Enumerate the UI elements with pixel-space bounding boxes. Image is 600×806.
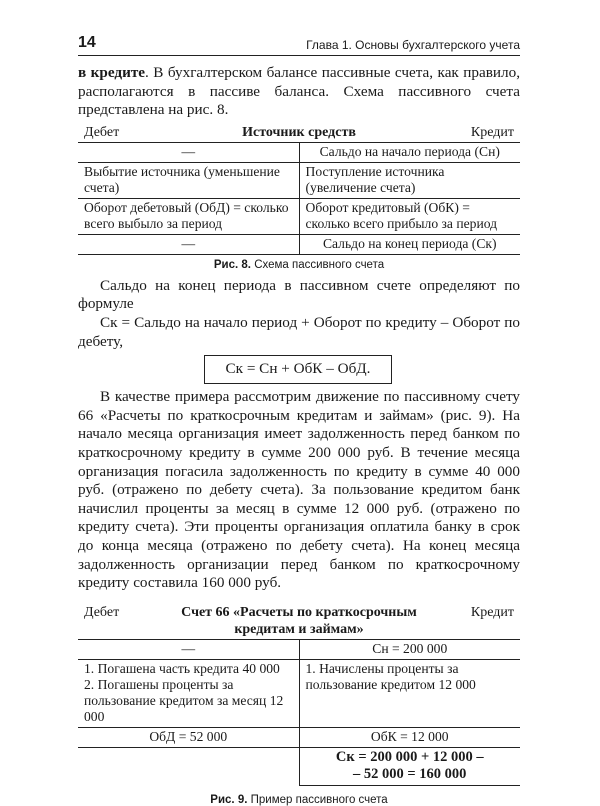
- fig9-cell: [78, 747, 299, 785]
- fig9-title-line: кредитам и займам»: [234, 621, 364, 637]
- table-row: [78, 142, 520, 162]
- fig8-cell: Сальдо на начало периода (Сн): [299, 142, 520, 162]
- formula-box: Ск = Сн + ОбК – ОбД.: [204, 355, 392, 384]
- table-row: [78, 162, 520, 198]
- fig9-cell: [299, 747, 520, 785]
- page-number: 14: [78, 34, 96, 51]
- book-page: [78, 30, 520, 806]
- fig8-caption-text: Схема пассивного счета: [251, 258, 385, 271]
- fig9-caption-text: Пример пассивного счета: [247, 793, 388, 806]
- intro-bold-term: в кредите: [78, 64, 146, 81]
- fig8-debit-label: Дебет: [84, 124, 120, 140]
- fig9-account-table: [78, 639, 520, 786]
- figure-9: [78, 603, 520, 806]
- paragraph-formula-intro: Сальдо на конец периода в пассивном счете определяют по формуле: [78, 276, 520, 313]
- fig9-title: [158, 604, 440, 638]
- paragraph-formula-words: Ск = Сальдо на начало период + Оборот по кредиту – Оборот по дебету,: [78, 313, 520, 350]
- fig8-caption-number: Рис. 8.: [213, 258, 251, 271]
- fig8-title: Источник средств: [242, 124, 356, 140]
- intro-paragraph: [78, 64, 520, 120]
- fig8-credit-label: Кредит: [470, 124, 514, 140]
- fig8-cell: Сальдо на конец периода (Ск): [299, 234, 520, 254]
- fig9-entry: 1. Погашена часть кредита 40 000: [84, 660, 280, 676]
- page-header: [78, 30, 520, 56]
- fig9-cell: ОбД = 52 000: [78, 727, 299, 747]
- fig9-caption-number: Рис. 9.: [210, 793, 248, 806]
- table-row: [78, 727, 520, 747]
- paragraph-example: В качестве примера рассмотрим движение по пассивному счету 66 «Расчеты по краткосрочным кредитам и займам» (рис. 9). На начало месяца организация имеет задолженность перед банком по краткосрочному кредиту в сумме 200 000 руб. В течение месяца организация погасила задолженность по кредиту в сумме 40 000 руб. (отражено по дебету счета). За пользование кредитом банк начислил проценты за месяц в сумме 12 000 руб. (отражено по кредиту счета). Эти проценты организация оплатила банку в срок до конца месяца (отражено по дебету счета). На конец месяца задолженность организации перед банком по краткосрочному кредиту составила 160 000 руб.: [78, 388, 520, 592]
- table-row: [78, 198, 520, 234]
- fig8-caption: [78, 259, 520, 271]
- fig9-cell: Сн = 200 000: [299, 639, 520, 659]
- fig9-cell: ОбК = 12 000: [299, 727, 520, 747]
- table-row: [78, 747, 520, 785]
- intro-text: . В бухгалтерском балансе пассивные счета, как правило, располагаются в пассиве баланса. Схема пассивного счета представлена на рис. 8.: [78, 64, 520, 119]
- table-row: [78, 639, 520, 659]
- fig9-closing-balance: – 52 000 = 160 000: [353, 765, 467, 782]
- fig9-cell: 1. Начислены проценты за пользование кредитом 12 000: [299, 659, 520, 727]
- fig9-credit-label: Кредит: [470, 604, 514, 620]
- fig9-title-line: Счет 66 «Расчеты по краткосрочным: [181, 604, 417, 620]
- fig8-cell: —: [78, 234, 299, 254]
- fig8-cell: Поступление источника (увеличение счета): [299, 162, 520, 198]
- figure-8: [78, 124, 520, 271]
- fig8-cell: Оборот кредитовый (ОбК) = сколько всего прибыло за период: [299, 198, 520, 234]
- table-row: [78, 234, 520, 254]
- fig9-cell: [78, 659, 299, 727]
- fig9-debit-label: Дебет: [84, 604, 120, 620]
- fig8-header: [78, 124, 520, 142]
- fig8-cell: Выбытие источника (уменьшение счета): [78, 162, 299, 198]
- fig8-cell: Оборот дебетовый (ОбД) = сколько всего выбыло за период: [78, 198, 299, 234]
- table-row: [78, 659, 520, 727]
- fig9-caption: [78, 794, 520, 806]
- chapter-title: Глава 1. Основы бухгалтерского учета: [306, 38, 520, 52]
- fig8-account-table: [78, 142, 520, 255]
- fig9-header: [78, 603, 520, 639]
- fig9-closing-balance: Ск = 200 000 + 12 000 –: [335, 748, 484, 765]
- fig9-entry: 2. Погашены проценты за пользование кредитом за месяц 12 000: [84, 676, 284, 724]
- fig8-cell: —: [78, 142, 299, 162]
- fig9-cell: —: [78, 639, 299, 659]
